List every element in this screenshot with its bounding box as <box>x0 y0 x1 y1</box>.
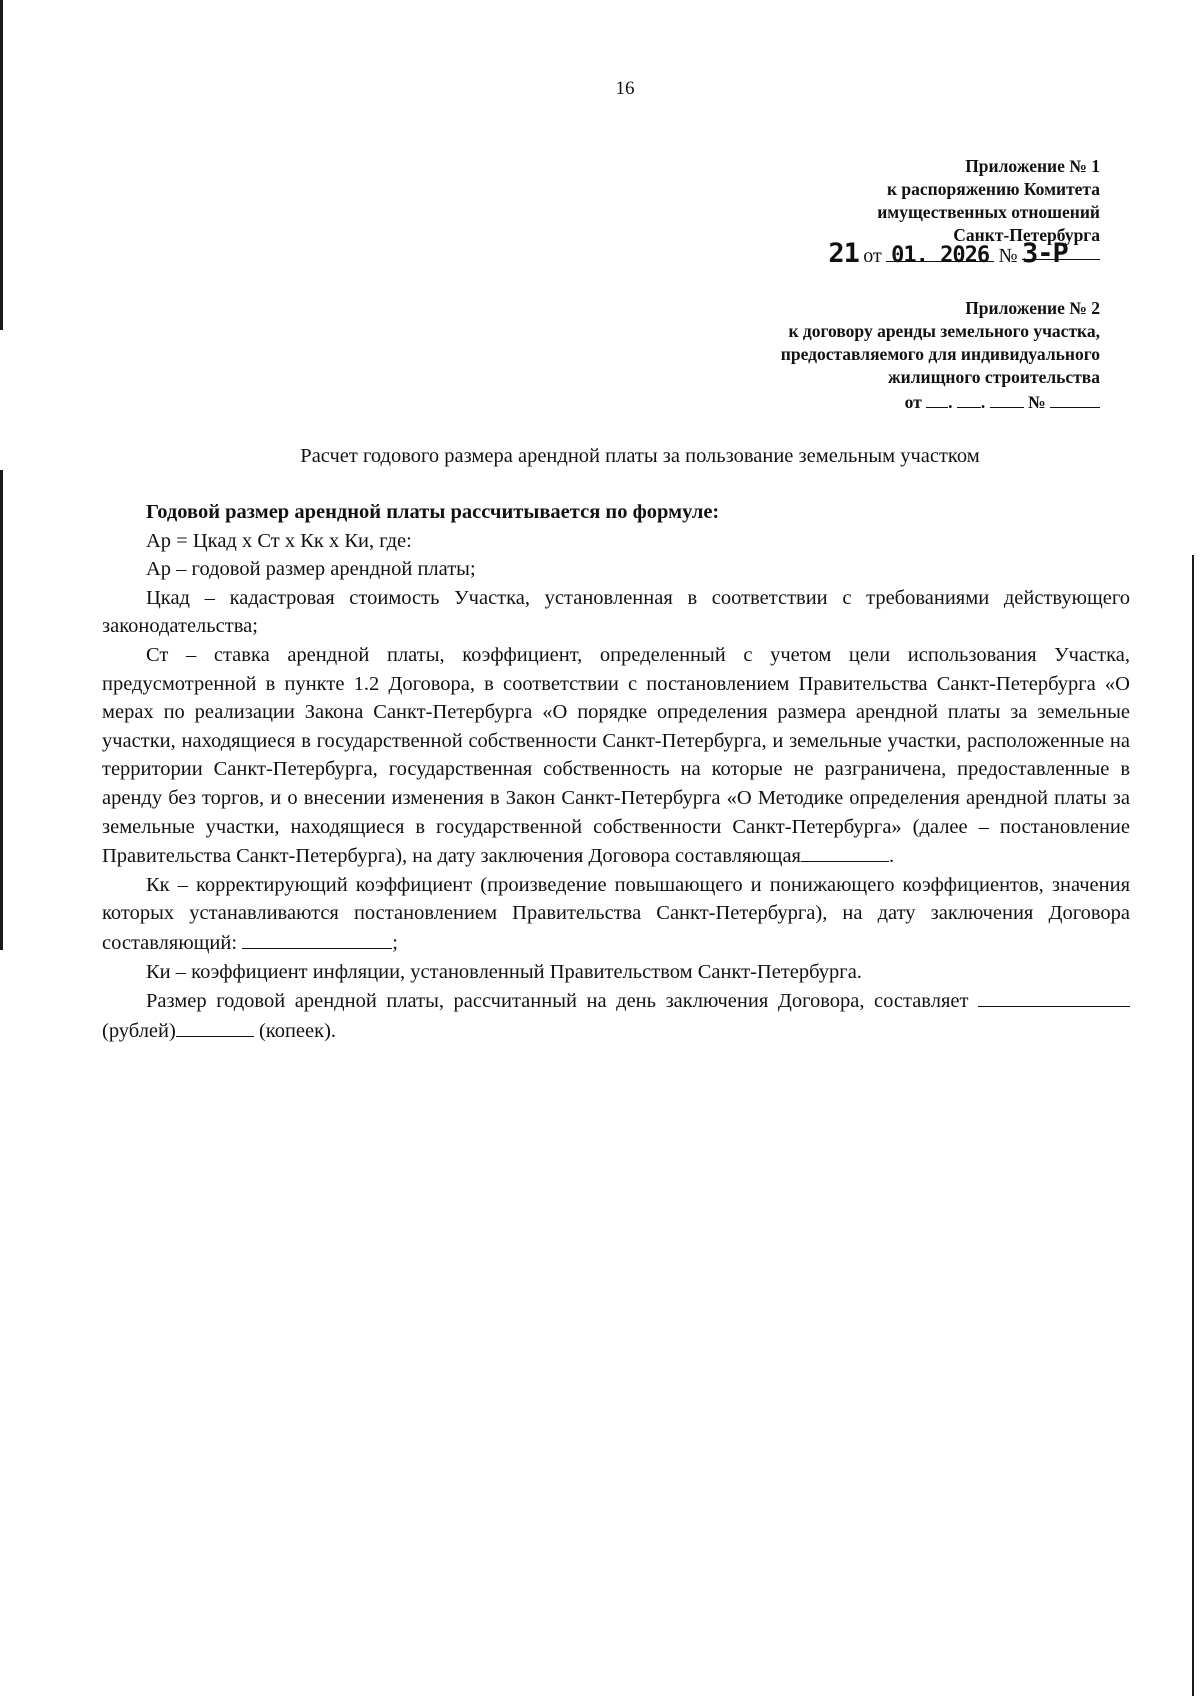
appendix-1-block <box>828 155 1100 268</box>
appendix-2-block <box>781 297 1100 414</box>
handwritten-number: 3-Р <box>1022 238 1068 269</box>
appendix-2-line: предоставляемого для индивидуального <box>780 344 1100 364</box>
kk-value-blank <box>242 928 392 949</box>
month-blank <box>957 389 981 408</box>
result-text: Размер годовой арендной платы, рассчитанный на день заключения Договора, составляет <box>146 990 969 1013</box>
document-body <box>102 498 1130 1045</box>
definition-st-text: Ст – ставка арендной платы, коэффициент, определенный с учетом цели использования Участка, предусмотренной в пункте 1.2 Договора, в соответствии с постановлением Правительства Санкт-Петербурга «О мерах по реализации Закона Санкт-Петербурга «О порядке определения размера арендной платы за земельные участки, находящиеся в государственной собственности Санкт-Петербурга, и земельные участки, расположенные на территории Санкт-Петербурга, государственная собственность на которые не разграничена, предоставленные в аренду без торгов, и о внесении изменения в Закон Санкт-Петербурга «О Методике определения арендной платы за земельные участки, находящиеся в государственной собственности Санкт-Петербурга» (далее – постановление Правительства Санкт-Петербурга), на дату заключения Договора составляющая <box>102 643 1130 868</box>
handwritten-day: 21 <box>828 238 859 269</box>
appendix-1-date-line <box>828 238 1100 269</box>
appendix-1-line: Приложение № 1 <box>965 156 1100 176</box>
definition-kk-end: ; <box>392 931 398 954</box>
number-label: № <box>998 245 1018 267</box>
rubles-blank <box>978 986 1130 1007</box>
result-paragraph <box>102 986 1130 1045</box>
appendix-1-line: к распоряжению Комитета <box>886 179 1100 199</box>
kopecks-label: (копеек). <box>258 1019 337 1042</box>
kopecks-blank <box>176 1016 254 1037</box>
appendix-2-line: к договору аренды земельного участка, <box>788 321 1100 341</box>
from-label: от <box>863 245 882 267</box>
year-blank <box>990 389 1024 408</box>
number-blank <box>1022 238 1100 269</box>
definition-ki: Ки – коэффициент инфляции, установленный Правительством Санкт-Петербурга. <box>146 960 862 983</box>
day-blank <box>926 389 948 408</box>
date-prefix: от <box>904 392 922 412</box>
definition-ar: Ар – годовой размер арендной платы; <box>146 558 476 581</box>
scan-edge-left-bottom <box>0 470 3 950</box>
definition-ckad: Цкад – кадастровая стоимость Участка, установленная в соответствии с требованиями действующего законодательства; <box>102 586 1130 638</box>
handwritten-date: 01. 2026 <box>891 243 990 268</box>
date-blank <box>886 243 994 268</box>
rubles-label: (рублей) <box>102 1019 176 1042</box>
formula: Ар = Цкад х Ст х Кк х Ки, где: <box>146 529 412 552</box>
definition-st <box>102 641 1130 871</box>
appendix-2-line: Приложение № 2 <box>965 298 1100 318</box>
page-number: 16 <box>615 78 635 99</box>
definition-st-end: . <box>888 845 895 868</box>
st-value-blank <box>801 841 889 862</box>
number-blank-2 <box>1050 389 1100 408</box>
appendix-2-date-line: от . . № <box>781 389 1100 414</box>
appendix-1-line: Санкт-Петербурга <box>953 225 1100 245</box>
appendix-2-line: жилищного строительства <box>887 367 1100 387</box>
definition-kk-text: Кк – корректирующий коэффициент (произведение повышающего и понижающего коэффициентов, значения которых устанавливаются постановлением Правительства Санкт-Петербурга), на дату заключения Договора составляющий: <box>102 873 1130 954</box>
formula-heading: Годовой размер арендной платы рассчитывается по формуле: <box>146 501 720 523</box>
scan-edge-left-top <box>0 0 3 330</box>
document-title: Расчет годового размера арендной платы за пользование земельным участком <box>300 445 980 467</box>
appendix-1-line: имущественных отношений <box>877 202 1100 222</box>
definition-kk <box>102 871 1130 958</box>
number-label-2: № <box>1028 392 1046 412</box>
scan-edge-right <box>1192 555 1194 1696</box>
